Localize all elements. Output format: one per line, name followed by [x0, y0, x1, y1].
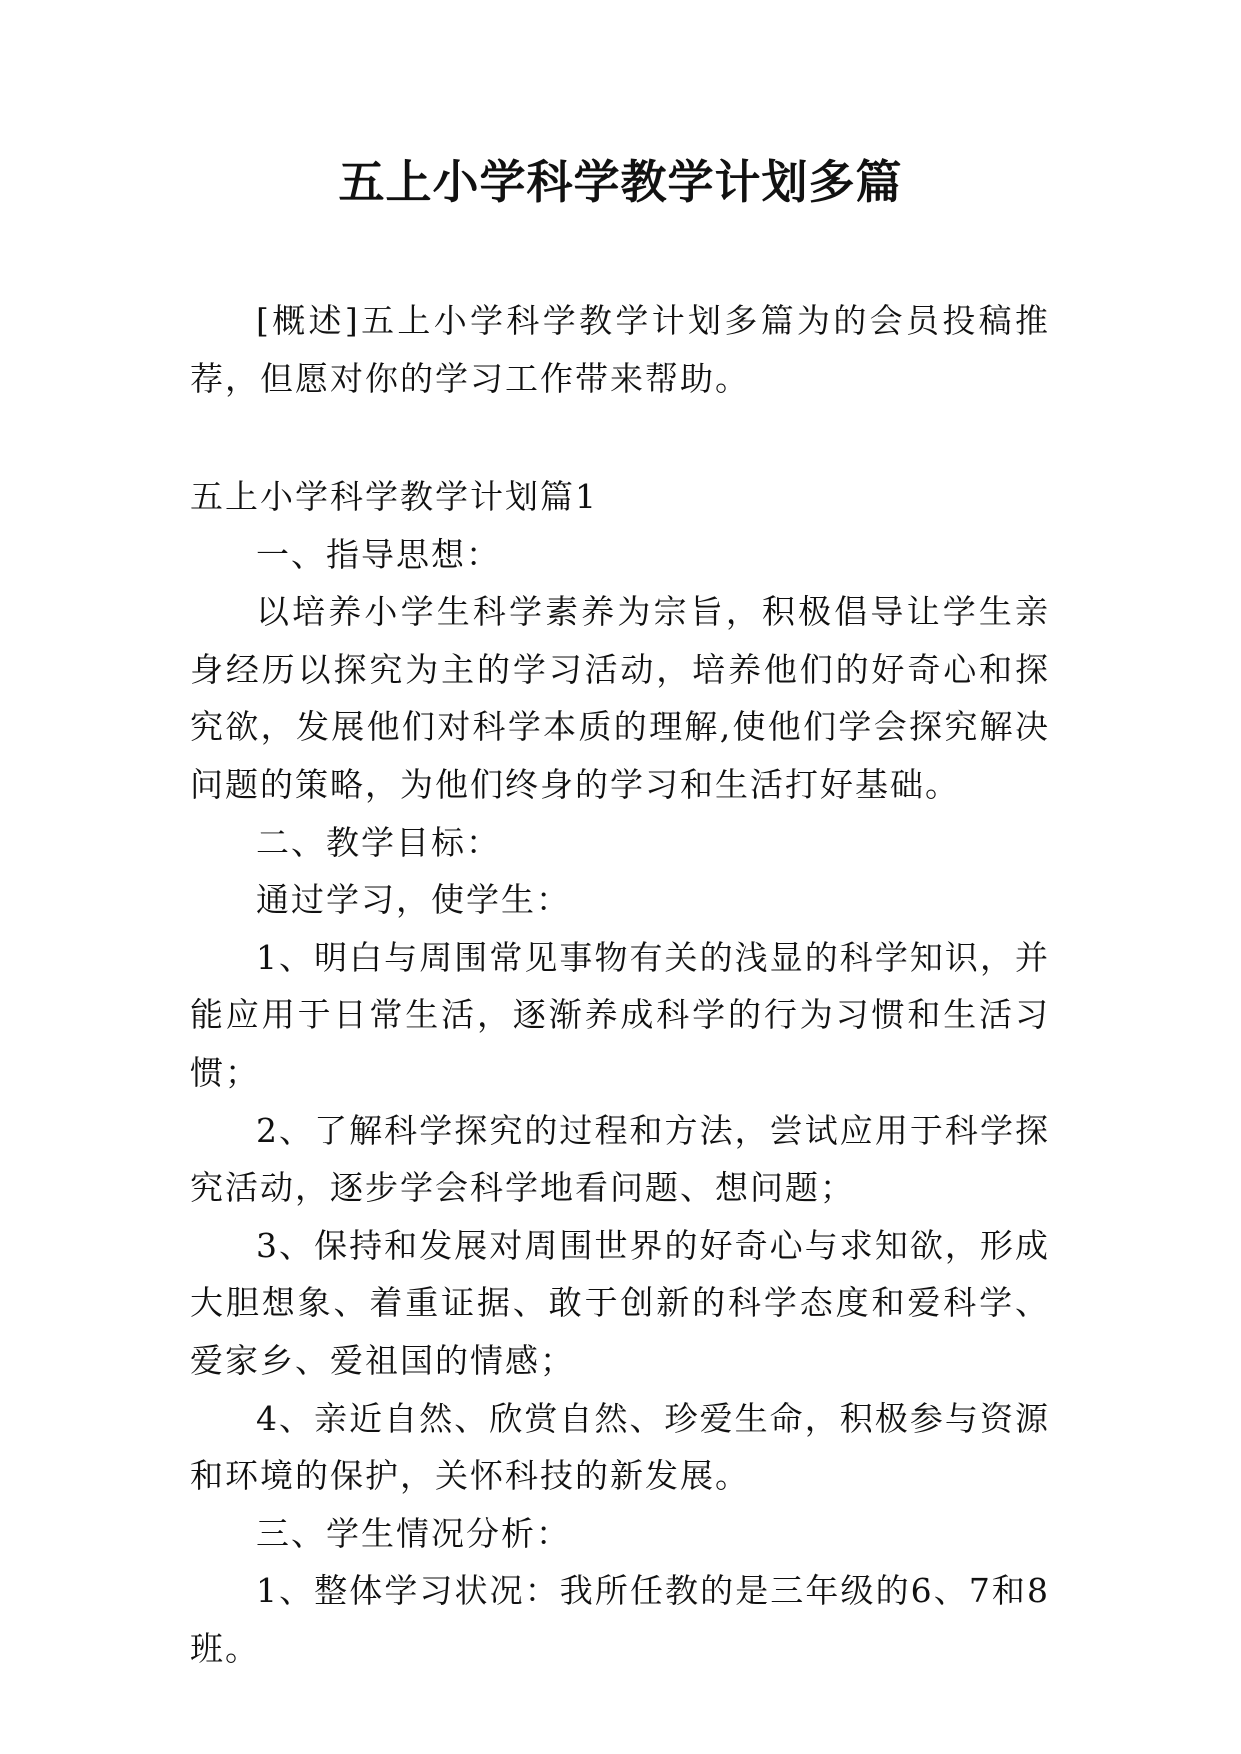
- subheading-student-analysis: 三、学生情况分析：: [256, 1513, 571, 1553]
- list-item: 4、亲近自然、欣赏自然、珍爱生命，积极参与资源和环境的保护，关怀科技的新发展。: [190, 1398, 1050, 1496]
- list-item: 3、保持和发展对周围世界的好奇心与求知欲，形成大胆想象、着重证据、敢于创新的科学态度和爱科学、爱家乡、爱祖国的情感；: [190, 1225, 1050, 1380]
- paragraph: 通过学习，使学生：: [256, 880, 571, 920]
- list-item: 1、明白与周围常见事物有关的浅显的科学知识，并能应用于日常生活，逐渐养成科学的行为习惯和生活习惯；: [190, 937, 1050, 1092]
- subheading-guiding-ideology: 一、指导思想：: [256, 534, 501, 574]
- subheading-teaching-goals: 二、教学目标：: [256, 822, 501, 862]
- list-item: 2、了解科学探究的过程和方法，尝试应用于科学探究活动，逐步学会科学地看问题、想问题；: [190, 1110, 1050, 1208]
- paragraph: 以培养小学生科学素养为宗旨，积极倡导让学生亲身经历以探究为主的学习活动，培养他们的好奇心和探究欲，发展他们对科学本质的理解,使他们学会探究解决问题的策略，为他们终身的学习和生活打好基础。: [190, 592, 1050, 804]
- section-1: [190, 468, 1050, 1677]
- section-heading: 五上小学科学教学计划篇1: [190, 477, 598, 516]
- list-item: 1、整体学习状况：我所任教的是三年级的6、7和8班。: [190, 1571, 1050, 1668]
- intro-paragraph: [概述]五上小学科学教学计划多篇为的会员投稿推荐，但愿对你的学习工作带来帮助。: [190, 301, 1050, 398]
- document-title: 五上小学科学教学计划多篇: [338, 155, 903, 209]
